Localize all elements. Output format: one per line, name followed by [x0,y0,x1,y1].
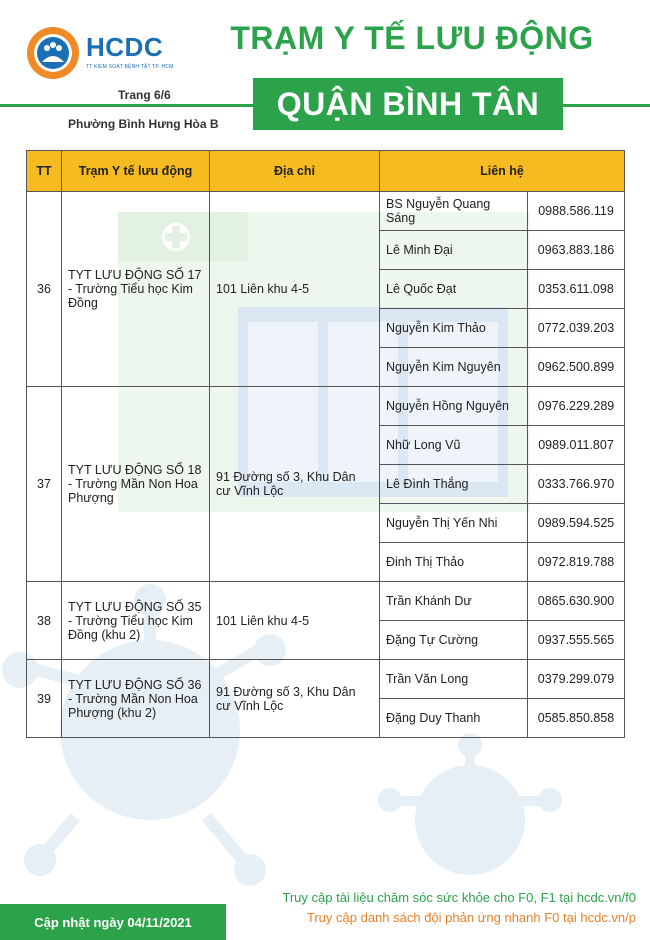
station-address: 101 Liên khu 4-5 [210,582,380,660]
contact-phone[interactable]: 0585.850.858 [528,699,625,738]
contact-name: Đặng Duy Thanh [380,699,528,738]
contact-name: Đinh Thị Thảo [380,543,528,582]
table-header-row [27,151,625,192]
brand-name: HCDC [86,32,164,62]
station-address: 91 Đường số 3, Khu Dân cư Vĩnh Lộc [210,660,380,738]
header-address: Địa chỉ [210,151,380,192]
contact-name: Nguyễn Kim Thảo [380,309,528,348]
contact-name: Nhữ Long Vũ [380,426,528,465]
contact-name: Lê Quốc Đạt [380,270,528,309]
page-number: Trang 6/6 [118,88,171,102]
contact-phone[interactable]: 0976.229.289 [528,387,625,426]
contact-name: Trần Văn Long [380,660,528,699]
f0-care-link[interactable]: Truy cập tài liệu chăm sóc sức khỏe cho F0, F1 tại hcdc.vn/f0 [282,890,636,905]
contact-phone[interactable]: 0963.883.186 [528,231,625,270]
station-name: TYT LƯU ĐỘNG SỐ 35 - Trường Tiểu học Kim Đồng (khu 2) [62,582,210,660]
contact-name: Trần Khánh Dư [380,582,528,621]
contact-name: BS Nguyễn Quang Sáng [380,192,528,231]
contact-name: Đặng Tự Cường [380,621,528,660]
contact-phone[interactable]: 0988.586.119 [528,192,625,231]
station-address: 101 Liên khu 4-5 [210,192,380,387]
contact-phone[interactable]: 0333.766.970 [528,465,625,504]
table-row [27,192,625,231]
table-row [27,660,625,699]
header-contact: Liên hệ [380,151,625,192]
contact-phone[interactable]: 0865.630.900 [528,582,625,621]
contact-phone[interactable]: 0962.500.899 [528,348,625,387]
hcdc-logo-icon [26,26,80,80]
station-name: TYT LƯU ĐỘNG SỐ 17 - Trường Tiểu học Kim Đồng [62,192,210,387]
contact-phone[interactable]: 0937.555.565 [528,621,625,660]
contact-phone[interactable]: 0772.039.203 [528,309,625,348]
header-tt: TT [27,151,62,192]
district-banner: QUẬN BÌNH TÂN [253,78,563,130]
row-number: 38 [27,582,62,660]
header-station: Trạm Y tế lưu động [62,151,210,192]
station-address: 91 Đường số 3, Khu Dân cư Vĩnh Lộc [210,387,380,582]
station-name: TYT LƯU ĐỘNG SỐ 18 - Trường Mần Non Hoa Phượng [62,387,210,582]
row-number: 39 [27,660,62,738]
contact-name: Nguyễn Hồng Nguyên [380,387,528,426]
contact-phone[interactable]: 0353.611.098 [528,270,625,309]
contact-phone[interactable]: 0989.011.807 [528,426,625,465]
station-name: TYT LƯU ĐỘNG SỐ 36 - Trường Mần Non Hoa Phượng (khu 2) [62,660,210,738]
table-row [27,387,625,426]
contact-name: Nguyễn Kim Nguyên [380,348,528,387]
station-table [26,150,625,738]
row-number: 37 [27,387,62,582]
row-number: 36 [27,192,62,387]
contact-name: Nguyễn Thị Yến Nhi [380,504,528,543]
brand-subtitle: TT KIỂM SOÁT BỆNH TẬT TP. HCM [86,64,174,70]
table-row [27,582,625,621]
ward-name: Phường Bình Hưng Hòa B [68,117,219,131]
page-title: TRẠM Y TẾ LƯU ĐỘNG [230,20,594,56]
background-virus-illustration-small [370,730,570,900]
contact-name: Lê Đình Thắng [380,465,528,504]
contact-phone[interactable]: 0972.819.788 [528,543,625,582]
update-date-badge: Cập nhật ngày 04/11/2021 [0,904,226,940]
contact-phone[interactable]: 0989.594.525 [528,504,625,543]
f0-response-team-link[interactable]: Truy cập danh sách đội phản ứng nhanh F0 tại hcdc.vn/p [306,910,636,925]
contact-name: Lê Minh Đại [380,231,528,270]
contact-phone[interactable]: 0379.299.079 [528,660,625,699]
